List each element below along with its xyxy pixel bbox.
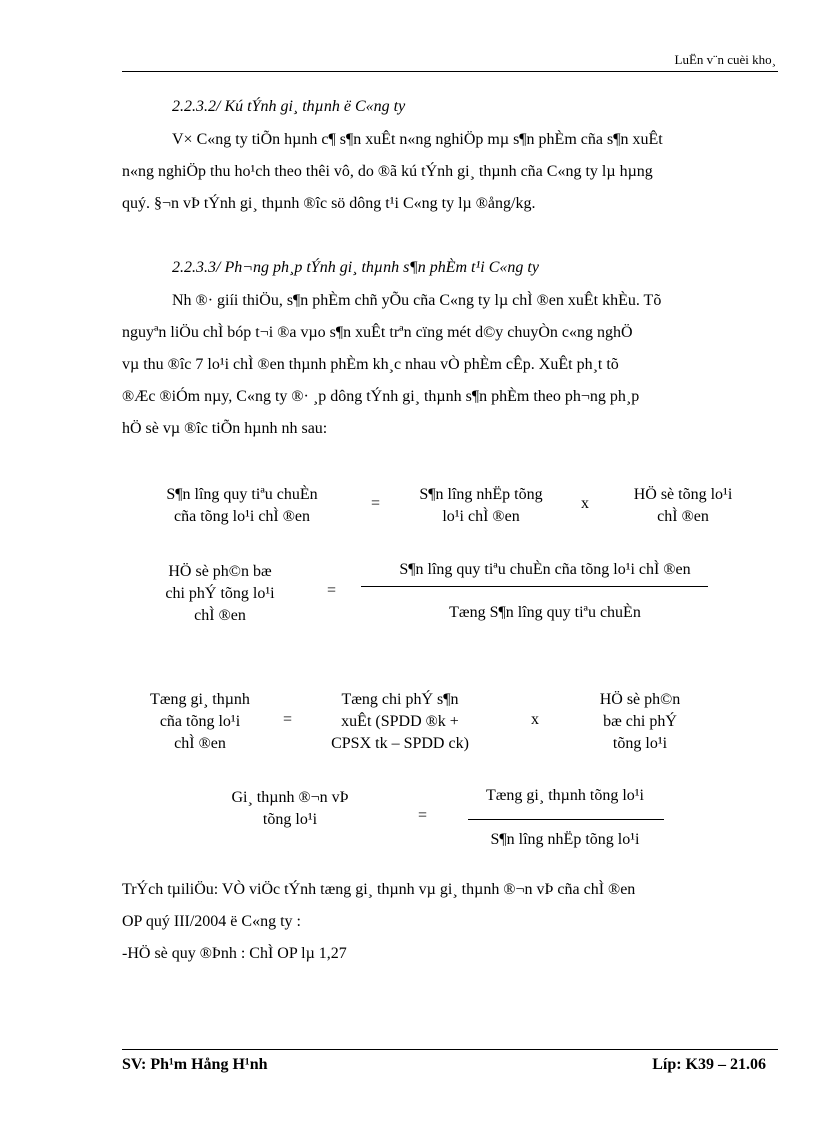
formula-text: tõng lo¹i [262,811,318,828]
equals-sign: = [371,495,381,512]
formula-term [580,689,700,755]
paragraph-line: n«ng nghiÖp thu ho¹ch theo thêi vô, do ®ã kú tÝnh gi¸ thµnh cña C«ng ty lµ hµng [122,163,653,180]
paragraph-line: -HÖ sè quy ®Þnh : ChÌ OP lµ 1,27 [122,945,347,962]
formula-text: HÖ sè tõng lo¹i [633,486,733,503]
formula-lhs [132,484,352,528]
paragraph-line: nguyªn liÖu chÌ bóp t¬i ®a vµo s¶n xuÊt trªn cïng mét d©y chuyÒn c«ng nghÖ [122,324,633,341]
footer-student-name: SV: Ph¹m Hång H¹nh [122,1056,268,1073]
fraction-numerator: Tæng gi¸ thµnh tõng lo¹i [485,787,644,804]
formula-term [310,689,490,755]
formula-text: chÌ ®en [657,508,709,525]
formula-text: cña tõng lo¹i [159,713,241,730]
footer-rule [122,1049,778,1050]
paragraph-line: vµ thu ®îc 7 lo¹i chÌ ®en thµnh phÈm kh¸c nhau vÒ phÈm cÊp. XuÊt ph¸t tõ [122,356,619,373]
fraction-denominator: S¶n lîng nhËp tõng lo¹i [490,831,640,848]
formula-text: xuÊt (SPDD ®k + [341,713,459,730]
formula-text: Tæng gi¸ thµnh [150,691,250,708]
formula-text: CPSX tk – SPDD ck) [331,735,469,752]
section-paragraph-period [122,124,768,220]
paragraph-line: V× C«ng ty tiÕn hµnh c¶ s¶n xuÊt n«ng nghiÖp mµ s¶n phÈm cña s¶n xuÊt [172,131,663,148]
paragraph-line: hÖ sè vµ ®îc tiÕn hµnh nh sau: [122,420,328,437]
paragraph-line: Nh ®· giíi thiÖu, s¶n phÈm chñ yÕu cña C«ng ty lµ chÌ ®en xuÊt khÈu. Tõ [172,292,662,309]
paragraph-line: TrÝch tµiliÖu: VÒ viÖc tÝnh tæng gi¸ thµnh vµ gi¸ thµnh ®¬n vÞ cña chÌ ®en [122,881,636,898]
formula-text: lo¹i chÌ ®en [442,508,520,525]
fraction-bar [361,586,708,587]
section-paragraph-method [122,285,768,445]
fraction-bar [468,819,664,820]
equals-sign: = [283,711,293,728]
formula-text: cña tõng lo¹i chÌ ®en [173,508,311,525]
formula-text: Gi¸ thµnh ®¬n vÞ [231,789,349,806]
formula-text: S¶n lîng nhËp tõng [419,486,543,503]
formula-text: S¶n lîng quy tiªu chuÈn [166,486,318,503]
formula-lhs [130,689,270,755]
section-heading-2-2-3-3: 2.2.3.3/ Ph¬ng ph¸p tÝnh gi¸ thµnh s¶n phÈm t¹i C«ng ty [172,259,539,276]
formula-text: Tæng chi phÝ s¶n [341,691,459,708]
fraction-denominator: Tæng S¶n lîng quy tiªu chuÈn [449,604,641,621]
formula-term [608,484,758,528]
formula-term [396,484,566,528]
formula-text: HÖ sè ph©n [599,691,681,708]
formula-lhs [225,787,355,831]
formula-text: tõng lo¹i [612,735,668,752]
paragraph-line: ®Æc ®iÓm nµy, C«ng ty ®· ¸p dông tÝnh gi¸ thµnh s¶n phÈm theo ph¬ng ph¸p [122,388,640,405]
formula-lhs [150,561,290,627]
fraction-numerator: S¶n lîng quy tiªu chuÈn cña tõng lo¹i chÌ ®en [399,561,691,578]
paragraph-line: quý. §¬n vÞ tÝnh gi¸ thµnh ®îc sö dông t¹i C«ng ty lµ ®ång/kg. [122,195,536,212]
formula-text: chi phÝ tõng lo¹i [165,585,275,602]
document-header-title: LuËn v¨n cuèi kho¸ [674,52,776,67]
formula-text: HÖ sè ph©n bæ [168,563,272,580]
footer-class-code: Líp: K39 – 21.06 [652,1056,766,1073]
equals-sign: = [418,807,428,824]
paragraph-line: OP quý III/2004 ë C«ng ty : [122,913,301,930]
multiply-sign: x [531,711,539,728]
formula-text: chÌ ®en [194,607,246,624]
section-heading-2-2-3-2: 2.2.3.2/ Kú tÝnh gi¸ thµnh ë C«ng ty [172,98,406,115]
header-rule [122,71,778,72]
formula-text: bæ chi phÝ [603,713,677,730]
equals-sign: = [327,582,337,599]
multiply-sign: x [581,495,589,512]
formula-text: chÌ ®en [174,735,226,752]
excerpt-paragraph [122,874,768,970]
